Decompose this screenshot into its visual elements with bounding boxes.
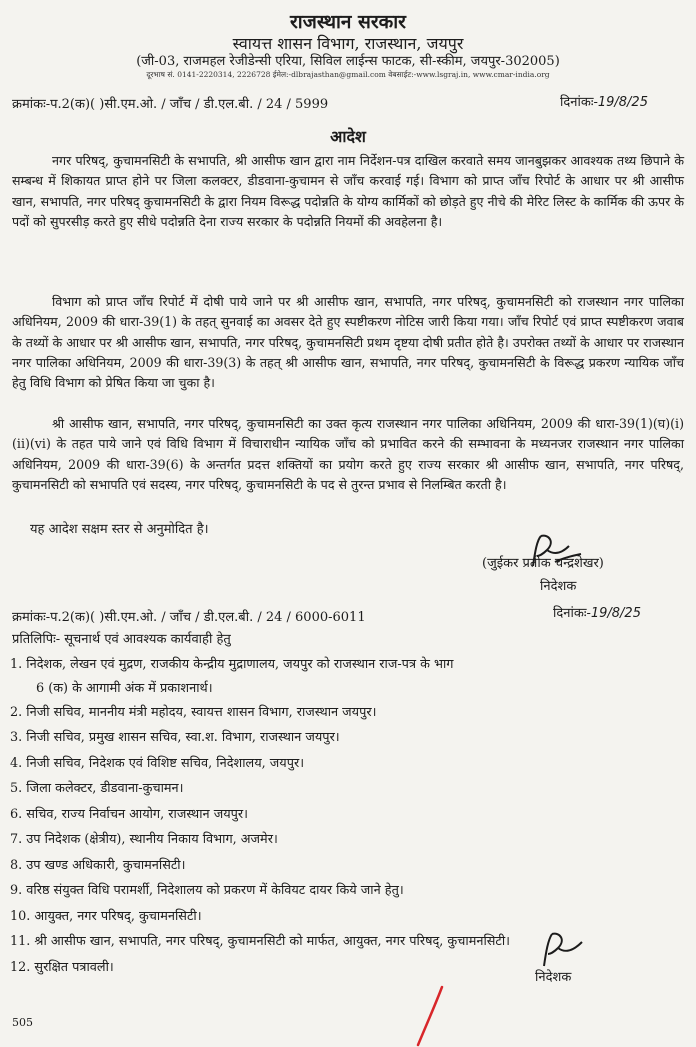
list-item: 2. निजी सचिव, माननीय मंत्री महोदय, स्वायत्त शासन विभाग, राजस्थान जयपुर। — [10, 704, 377, 720]
list-item: 1. निदेशक, लेखन एवं मुद्रण, राजकीय केन्द्रीय मुद्राणालय, जयपुर को राजस्थान राज-पत्र के भाग — [10, 657, 454, 672]
list-item: 4. निजी सचिव, निदेशक एवं विशिष्ट सचिव, निदेशालय, जयपुर। — [10, 755, 305, 771]
list-item: 6. सचिव, राज्य निर्वाचन आयोग, राजस्थान जयपुर। — [10, 806, 248, 822]
copy-heading: प्रतिलिपिः- सूचनार्थ एवं आवश्यक कार्यवाही हेतु — [12, 632, 231, 647]
signatory-name: (जुईकर प्रतीक चन्द्रशेखर) — [482, 556, 604, 571]
paragraph-2: विभाग को प्राप्त जाँच रिपोर्ट में दोषी पाये जाने पर श्री आसीफ खान, सभापति, नगर परिषद्, कुचामनसिटी को राजस्थान नगर पालिका अधिनियम, 2009 की धारा-39(1) के तहत् सुनवाई का अवसर देते हुए स्पष्टीकरण नोटिस जारी किया गया। जाँच रिपोर्ट एवं प्राप्त स्पष्टीकरण जवाब के तथ्यों के आधार पर श्री आसीफ खान, सभापति, नगर परिषद्, कुचामनसिटी प्रथम दृष्टया दोषी प्रतीत होते है। उपरोक्त तथ्यों के आधार पर राजस्थान नगर पालिका अधिनियम, 2009 की धारा-39(3) के तहत् श्री आसीफ खान, सभापति, नगर परिषद्, कुचामनसिटी के विरूद्ध प्रकरण न्यायिक जाँच हेतु विधि विभाग को प्रेषित किया जा चुका है। — [12, 294, 684, 391]
list-item-continuation: 6 (क) के आगामी अंक में प्रकाशनार्थ। — [36, 680, 213, 696]
reference-number-2: क्रमांकः-प.2(क)( )सी.एम.ओ. / जाँच / डी.एल.बी. / 24 / 6000-6011 — [12, 610, 366, 625]
date-label: दिनांकः- — [553, 606, 591, 621]
department-address: (जी-03, राजमहल रेजीडेन्सी एरिया, सिविल लाईन्स फाटक, सी-स्कीम, जयपुर-302005) — [136, 54, 560, 69]
list-item: 5. जिला कलेक्टर, डीडवाना-कुचामन। — [10, 781, 184, 796]
list-item: 8. उप खण्ड अधिकारी, कुचामनसिटी। — [10, 857, 186, 873]
date-label: दिनांकः- — [560, 95, 598, 110]
list-item: 9. वरिष्ठ संयुक्त विधि परामर्शी, निदेशालय को प्रकरण में केवियट दायर किये जाने हेतु। — [10, 883, 404, 898]
list-item: 12. सुरक्षित पत्रावली। — [10, 959, 114, 975]
list-item: 11. श्री आसीफ खान, सभापति, नगर परिषद्, कुचामनसिटी को मार्फत, आयुक्त, नगर परिषद्, कुचामनसिटी। — [10, 934, 511, 949]
signatory-designation: निदेशक — [540, 579, 577, 594]
contact-line: दूरभाष सं. 0141-2220314, 2226728 ईमेल:-dlbrajasthan@gmail.com वेबसाईट:-www.lsgraj.in, www.cmar-india.org — [146, 70, 550, 79]
department-title: स्वायत्त शासन विभाग, राजस्थान, जयपुर — [232, 34, 464, 53]
date-1 — [560, 92, 648, 110]
list-item: 3. निजी सचिव, प्रमुख शासन सचिव, स्वा.श. विभाग, राजस्थान जयपुर। — [10, 730, 340, 745]
date-value: 19/8/25 — [590, 606, 641, 621]
order-title: आदेश — [330, 127, 366, 146]
list-item: 7. उप निदेशक (क्षेत्रीय), स्थानीय निकाय विभाग, अजमेर। — [10, 832, 278, 847]
copy-list — [10, 652, 694, 980]
paragraph-3: श्री आसीफ खान, सभापति, नगर परिषद्, कुचामनसिटी का उक्त कृत्य राजस्थान नगर पालिका अधिनियम, 2009 की धारा-39(1)(घ)(i)(ii)(vi) के तहत पाये जाने एवं विधि विभाग में विचाराधीन न्यायिक जाँच को प्रभावित करने की सम्भावना के मध्यनजर राजस्थान नगर पालिका अधिनियम, 2009 की धारा-39(6) के अन्तर्गत प्रदत्त शक्तियों का प्रयोग करते हुए राज्य सरकार श्री आसीफ खान, सभापति, नगर परिषद्, कुचामनसिटी को सभापति एवं सदस्य, नगर परिषद्, कुचामनसिटी के पद से तुरन्त प्रभाव से निलम्बित करती है। — [12, 416, 684, 492]
signatory-designation-2: निदेशक — [535, 970, 572, 985]
paragraph-1: नगर परिषद्, कुचामनसिटी के सभापति, श्री आसीफ खान द्वारा नाम निर्देशन-पत्र दाखिल करवाते समय जानबुझकर आवश्यक तथ्य छिपाने के सम्बन्ध में शिकायत प्राप्त होने पर जिला कलक्टर, डीडवाना-कुचामन से जाँच करवाई गई। विभाग को प्राप्त जाँच रिपोर्ट के आधार पर श्री आसीफ खान, सभापति, नगर परिषद् कुचामनसिटी के द्वारा नियम विरूद्ध पदोन्नति के योग्य कार्मिकों को छोड़ते हुए नीचे की मेरिट लिस्ट के कार्मिक की ऊपर के पदों को सुपरसीड़ करते हुए सीधे पदोन्नति देना राज्य सरकार के पदोन्नति नियमों की अवहेलना है। — [12, 153, 684, 229]
signature-2 — [538, 930, 588, 970]
page-footer-number: 505 — [12, 1016, 33, 1029]
list-item: 10. आयुक्त, नगर परिषद्, कुचामनसिटी। — [10, 908, 202, 924]
approval-line: यह आदेश सक्षम स्तर से अनुमोदित है। — [30, 522, 209, 537]
date-value: 19/8/25 — [597, 95, 648, 110]
red-pen-mark — [410, 985, 450, 1047]
date-2 — [553, 603, 641, 621]
reference-number-1: क्रमांकः-प.2(क)( )सी.एम.ओ. / जाँच / डी.एल.बी. / 24 / 5999 — [12, 97, 329, 112]
government-title: राजस्थान सरकार — [290, 11, 406, 33]
